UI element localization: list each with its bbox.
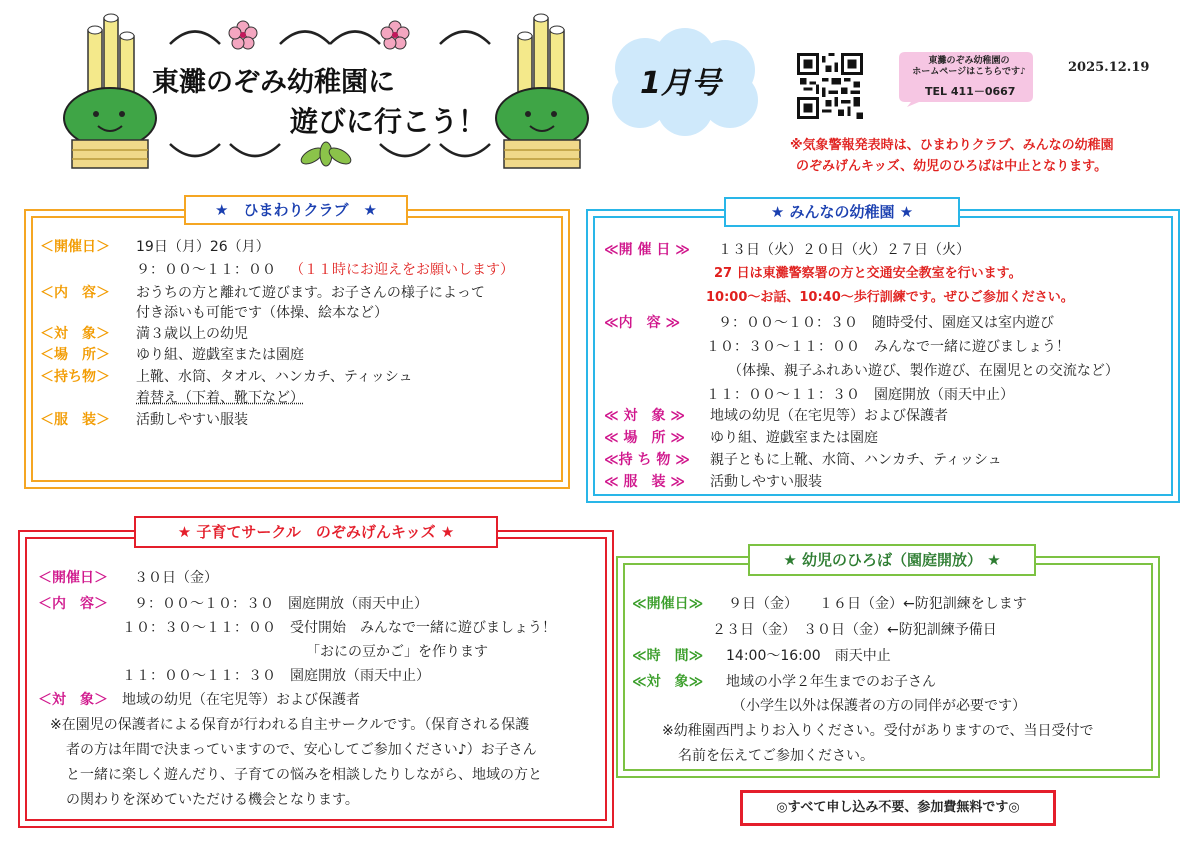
label-place: ≪ 場 所 ≫	[604, 430, 686, 446]
hiroba-note-line: 名前を伝えてご参加ください。	[678, 748, 874, 764]
plum-flower-icon	[380, 20, 410, 50]
minna-content-line: １１：００～１１：３０ 園庭開放（雨天中止）	[706, 387, 1014, 403]
tel-number: TEL 411－0667	[925, 85, 1016, 98]
circle-note-line: と一緒に楽しく遊んだり、子育ての悩みを相談したりしながら、地域の方と	[66, 767, 542, 783]
minna-notice-line: 10:00～お話、10:40～歩行訓練です。ぜひご参加ください。	[706, 290, 1074, 305]
label-target: ＜対 象＞	[40, 326, 110, 342]
minna-clothes: 活動しやすい服装	[710, 474, 822, 490]
circle-target: 地域の幼児（在宅児等）および保護者	[122, 692, 360, 708]
himawari-content-line: 付き添いも可能です（体操、絵本など）	[136, 305, 388, 321]
label-date: ≪開 催 日 ≫	[604, 242, 690, 258]
himawari-content-line: おうちの方と離れて遊びます。お子さんの様子によって	[136, 285, 485, 301]
minna-target: 地域の幼児（在宅児等）および保護者	[710, 408, 948, 424]
circle-date: ３０日（金）	[134, 570, 218, 586]
hiroba-title: ★ 幼児のひろば（園庭開放） ★	[748, 544, 1036, 576]
label-time: ≪時 間≫	[632, 648, 704, 664]
hiroba-target-line: （小学生以外は保護者の方の同伴が必要です）	[732, 698, 1026, 714]
minna-content-line: ９：００～１０：３０ 随時受付、園庭又は室内遊び	[718, 315, 1054, 331]
himawari-club-title: ★ ひまわりクラブ ★	[184, 195, 408, 225]
himawari-items-line: 上靴、水筒、タオル、ハンカチ、ティッシュ	[136, 369, 413, 385]
himawari-time: ９：００～１１：００	[136, 262, 276, 278]
free-participation-note: ◎すべて申し込み不要、参加費無料です◎	[740, 790, 1056, 826]
qr-code-icon[interactable]	[797, 53, 863, 119]
warning-line: のぞみげんキッズ、幼児のひろばは中止となります。	[796, 159, 1108, 174]
leaf-icon	[296, 140, 356, 170]
warning-line: ※気象警報発表時は、ひまわりクラブ、みんなの幼稚園	[790, 138, 1114, 153]
hiroba-date-line: ９日（金） １６日（金）←防犯訓練をします	[728, 596, 1027, 612]
issue-date: 2025.12.19	[1068, 60, 1150, 75]
label-place: ＜場 所＞	[40, 347, 110, 363]
label-items: ＜持ち物＞	[40, 369, 110, 385]
label-target: ≪ 対 象 ≫	[604, 408, 686, 424]
hiroba-target-line: 地域の小学２年生までのお子さん	[726, 674, 936, 690]
kadomatsu-right-illustration	[490, 10, 600, 170]
hiroba-note-line: ※幼稚園西門よりお入りください。受付がありますので、当日受付で	[662, 723, 1094, 739]
hiroba-section	[616, 556, 1160, 778]
label-content: ＜内 容＞	[38, 596, 108, 612]
homepage-note-line: 東灘のぞみ幼稚園の	[928, 56, 1010, 66]
himawari-place: ゆり組、遊戯室または園庭	[136, 347, 304, 363]
circle-title: ★ 子育てサークル のぞみげんキッズ ★	[134, 516, 498, 548]
label-content: ≪内 容 ≫	[604, 315, 681, 331]
circle-content-line: ９：００～１０：３０ 園庭開放（雨天中止）	[134, 596, 428, 612]
label-target: ＜対 象＞	[38, 692, 108, 708]
minna-content-line: （体操、親子ふれあい遊び、製作遊び、在園児との交流など）	[728, 363, 1119, 379]
himawari-date: 19日（月）26（月）	[136, 239, 270, 255]
weather-warning	[790, 135, 1114, 177]
hiroba-date-line: ２３日（金） ３０日（金）←防犯訓練予備日	[712, 622, 997, 638]
label-content: ＜内 容＞	[40, 285, 110, 301]
himawari-time-note: （１１時にお迎えをお願いします）	[290, 262, 514, 278]
page-title-line2: 遊びに行こう！	[290, 105, 487, 138]
arc-decoration-top	[165, 14, 495, 54]
circle-note-line: の関わりを深めていただける機会となります。	[66, 792, 359, 808]
minna-date: １３日（火）２０日（火）２７日（火）	[718, 242, 970, 258]
circle-content-line: １０：３０～１１：００ 受付開始 みんなで一緒に遊びましょう！	[122, 620, 556, 636]
page-title-line1: 東灘のぞみ幼稚園に	[152, 67, 395, 98]
label-clothes: ＜服 装＞	[40, 412, 110, 428]
himawari-items-line: 着替え（下着、靴下など）	[136, 390, 304, 406]
hiroba-time: 14:00～16:00 雨天中止	[726, 648, 891, 664]
label-target: ≪対 象≫	[632, 674, 704, 690]
label-date: ≪開催日≫	[632, 596, 704, 612]
minna-items: 親子ともに上靴、水筒、ハンカチ、ティッシュ	[710, 452, 1002, 468]
circle-note-line: 者の方は年間で決まっていますので、安心してご参加ください♪）お子さん	[66, 742, 537, 758]
circle-content-line: 「おにの豆かご」を作ります	[306, 644, 488, 660]
label-date: ＜開催日＞	[40, 239, 110, 255]
label-items: ≪持 ち 物 ≫	[604, 452, 690, 468]
himawari-target: 満３歳以上の幼児	[136, 326, 248, 342]
circle-note-line: ※在園児の保護者による保育が行われる自主サークルです。（保育される保護	[50, 717, 530, 733]
homepage-note	[905, 56, 1033, 78]
minna-place: ゆり組、遊戯室または園庭	[710, 430, 878, 446]
plum-flower-icon	[228, 20, 258, 50]
minna-notice-line: 27 日は東灘警察署の方と交通安全教室を行います。	[714, 266, 1022, 281]
himawari-clothes: 活動しやすい服装	[136, 412, 248, 428]
label-clothes: ≪ 服 装 ≫	[604, 474, 686, 490]
minna-title: ★ みんなの幼稚園 ★	[724, 197, 960, 227]
label-date: ＜開催日＞	[38, 570, 108, 586]
minna-content-line: １０：３０～１１：００ みんなで一緒に遊びましょう！	[706, 339, 1070, 355]
homepage-note-line: ホームページはこちらです♪	[912, 67, 1026, 77]
issue-label: 1月号	[640, 66, 721, 101]
circle-content-line: １１：００～１１：３０ 園庭開放（雨天中止）	[122, 668, 430, 684]
